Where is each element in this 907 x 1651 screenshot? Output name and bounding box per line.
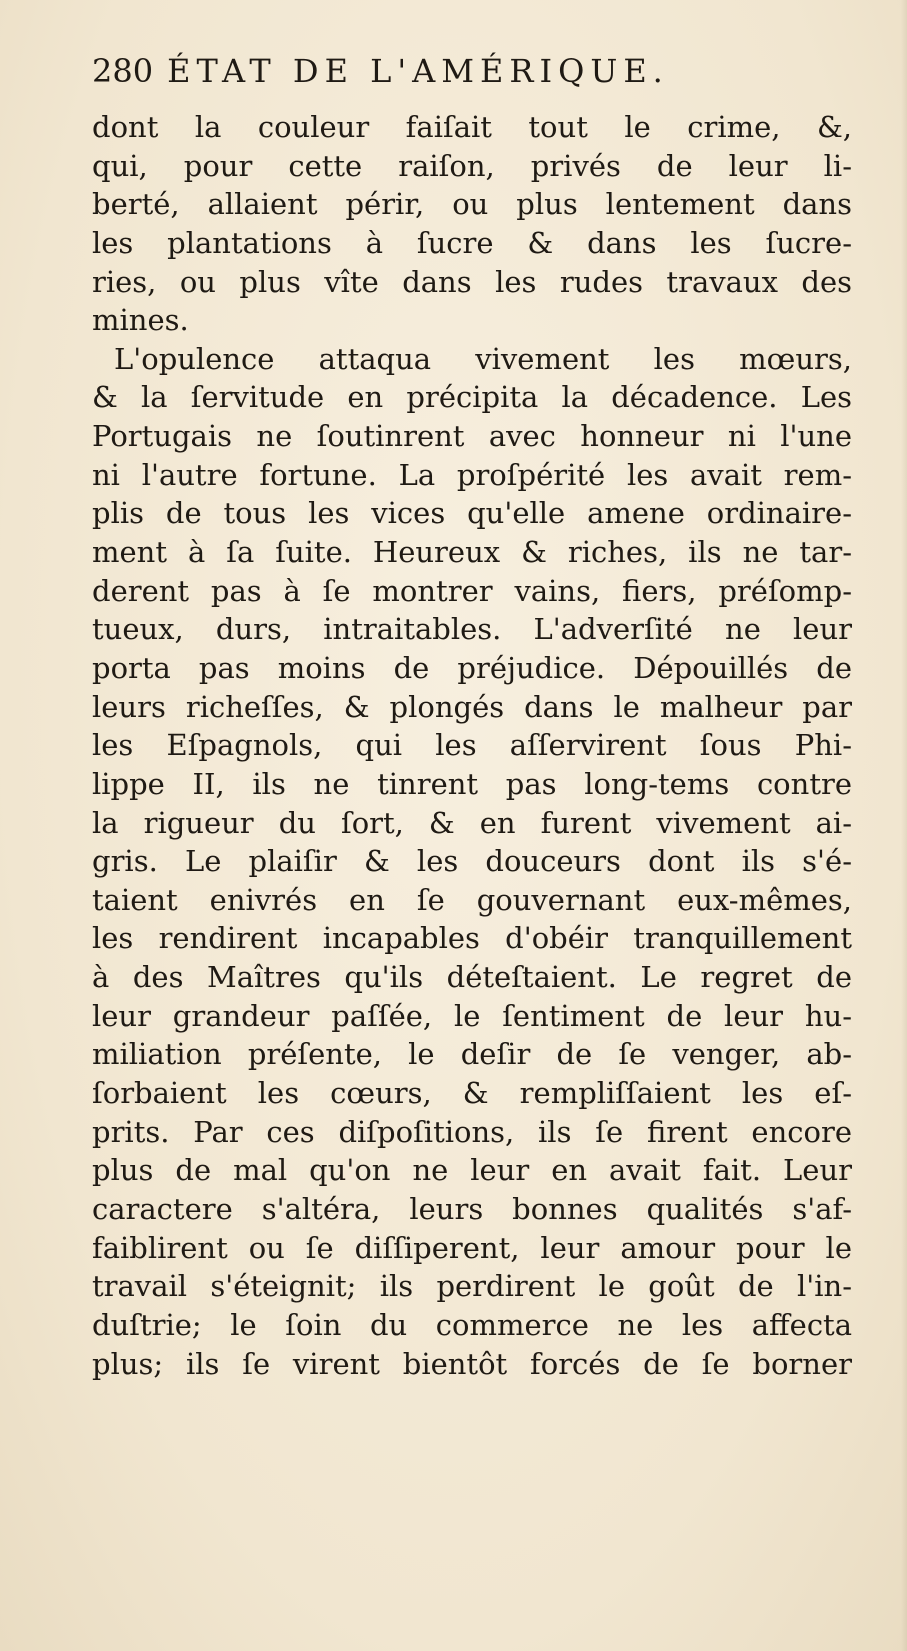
- text-line: & la ſervitude en précipita la décadence. Les: [92, 380, 852, 415]
- text-line: qui, pour cette raiſon, privés de leur li-: [92, 148, 852, 183]
- text-line: tueux, durs, intraitables. L'adverſité ne leur: [92, 612, 852, 647]
- text-line: ries, ou plus vîte dans les rudes travaux des: [92, 264, 852, 299]
- text-line: derent pas à ſe montrer vains, fiers, préſomp-: [92, 573, 852, 608]
- text-line: Portugais ne ſoutinrent avec honneur ni l'une: [92, 419, 852, 454]
- text-line: à des Maîtres qu'ils déteſtaient. Le regret de: [92, 960, 852, 995]
- text-line: la rigueur du ſort, & en furent vivement ai-: [92, 805, 852, 840]
- running-head: [92, 52, 669, 90]
- page-edge-shadow: [901, 0, 907, 1651]
- text-line: porta pas moins de préjudice. Dépouillés de: [92, 650, 852, 685]
- text-line: lippe II, ils ne tinrent pas long-tems contre: [92, 766, 852, 801]
- text-line: leurs richeſſes, & plongés dans le malheur par: [92, 689, 852, 724]
- text-line: les plantations à ſucre & dans les ſucre-: [92, 225, 852, 260]
- text-line: plus; ils ſe virent bientôt forcés de ſe borner: [92, 1346, 852, 1381]
- text-line: ni l'autre fortune. La proſpérité les avait rem-: [92, 457, 852, 492]
- text-line: miliation préſente, le deſir de ſe venger, ab-: [92, 1037, 852, 1072]
- text-line: plus de mal qu'on ne leur en avait fait. Leur: [92, 1153, 852, 1188]
- text-line: mines.: [92, 303, 189, 338]
- text-line: caractere s'altéra, leurs bonnes qualités s'af-: [92, 1191, 852, 1226]
- text-line: ſorbaient les cœurs, & rempliſſaient les eſ-: [92, 1076, 852, 1111]
- text-line: berté, allaient périr, ou plus lentement dans: [92, 187, 852, 222]
- text-line: leur grandeur paſſée, le ſentiment de leur hu-: [92, 998, 852, 1033]
- text-line: ment à ſa ſuite. Heureux & riches, ils ne tar-: [92, 535, 852, 570]
- text-line: les Eſpagnols, qui les aſſervirent ſous Phi-: [92, 728, 852, 763]
- text-line: plis de tous les vices qu'elle amene ordinaire-: [92, 496, 852, 531]
- text-line: taient enivrés en ſe gouvernant eux-mêmes,: [92, 882, 852, 917]
- text-line: dont la couleur faiſait tout le crime, &,: [92, 110, 852, 144]
- text-line: gris. Le plaiſir & les douceurs dont ils s'é-: [92, 844, 852, 879]
- text-line: les rendirent incapables d'obéir tranquillement: [92, 921, 852, 956]
- text-line: travail s'éteignit; ils perdirent le goût de l'in-: [92, 1269, 852, 1304]
- text-line: duſtrie; le ſoin du commerce ne les affecta: [92, 1307, 852, 1342]
- running-title: ÉTAT DE L'AMÉRIQUE.: [167, 52, 669, 90]
- paragraph-start-line: L'opulence attaqua vivement les mœurs,: [114, 341, 852, 376]
- body-text: [92, 108, 852, 1383]
- text-line: faiblirent ou ſe diſſiperent, leur amour pour le: [92, 1230, 852, 1265]
- page-number: 280: [92, 52, 154, 90]
- text-line: prits. Par ces diſpoſitions, ils ſe firent encore: [92, 1114, 852, 1149]
